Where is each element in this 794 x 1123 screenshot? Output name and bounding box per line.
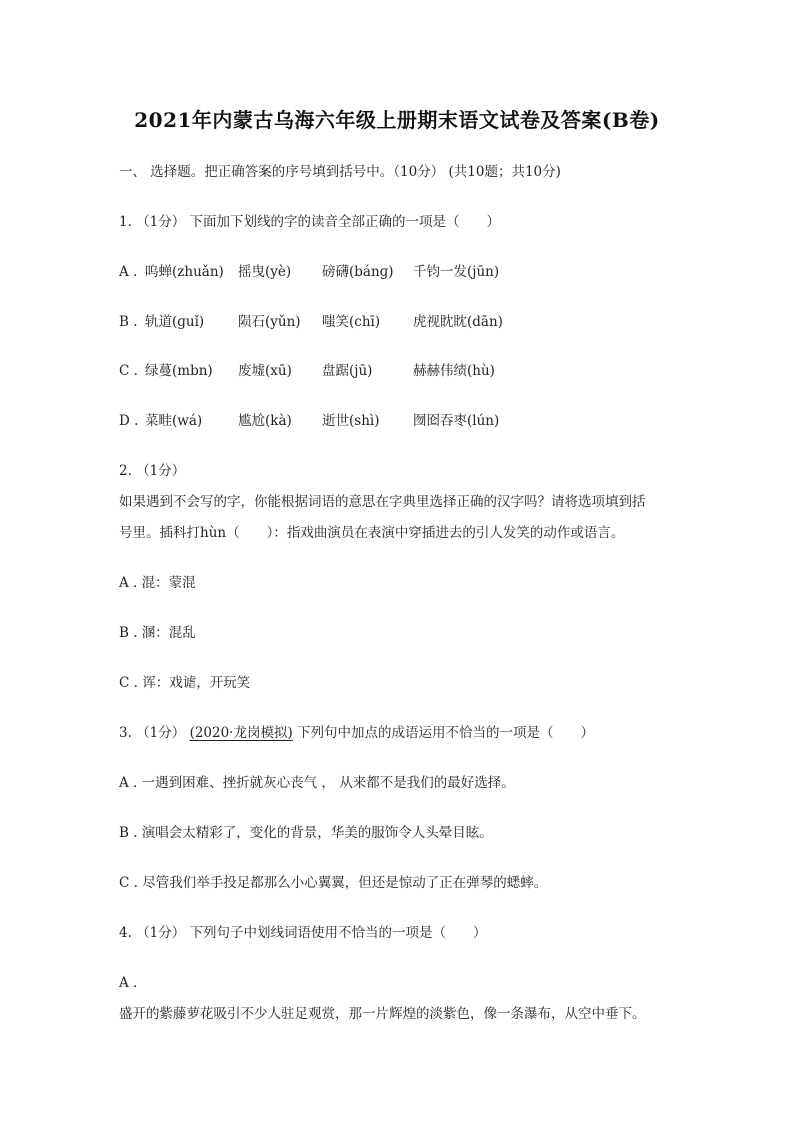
question-3-prefix: 3. （1分）	[119, 725, 190, 741]
question-3-option-a: A . 一遇到困难、挫折就灰心丧气 ， 从来都不是我们的最好选择。	[119, 775, 515, 791]
option-item: 摇曳(yè)	[238, 264, 292, 280]
option-item: 尴尬(kà)	[238, 413, 292, 429]
option-item: 陨石(yǔn)	[238, 314, 301, 330]
option-item: 嗤笑(chī)	[322, 314, 381, 330]
option-item: 逝世(shì)	[322, 413, 380, 429]
question-1-stem: 1. （1分） 下面加下划线的字的读音全部正确的一项是（ ）	[119, 214, 501, 230]
question-2-text-line-1: 如果遇到不会写的字，你能根据词语的意思在字典里选择正确的汉字吗？请将选项填到括	[119, 494, 646, 510]
option-item: 盘踞(jū)	[322, 363, 373, 379]
question-3-stem: 下列句中加点的成语运用不恰当的一项是（ ）	[292, 725, 595, 741]
question-4-option-a-text: 盛开的紫藤萝花吸引不少人驻足观赏，那一片辉煌的淡紫色，像一条瀑布，从空中垂下。	[119, 1006, 646, 1022]
question-2-stem: 2. （1分）	[119, 463, 186, 479]
option-item: 虎视眈眈(dān)	[413, 314, 503, 330]
question-2-text-line-2: 号里。插科打hùn（ ）：指戏曲演员在表演中穿插进去的引人发笑的动作或语言。	[119, 525, 625, 541]
option-item: 千钧一发(jūn)	[413, 264, 500, 280]
question-3-option-b: B . 演唱会太精彩了，变化的背景，华美的服饰令人头晕目眩。	[119, 825, 493, 841]
question-3-source-link[interactable]: (2020·龙岗模拟)	[189, 725, 293, 741]
question-4-option-a-label: A .	[119, 975, 138, 991]
option-item: 囫囵吞枣(lún)	[413, 413, 500, 429]
option-label: C .	[119, 363, 138, 379]
option-item: 菜畦(wá)	[145, 413, 203, 429]
question-2-option-a: A . 混：蒙混	[119, 575, 196, 591]
option-item: 绿蔓(mbn)	[145, 363, 213, 379]
option-item: 轨道(ɡuǐ)	[145, 314, 205, 330]
option-item: 废墟(xū)	[238, 363, 292, 379]
page-title: 2021年内蒙古乌海六年级上册期末语文试卷及答案(B卷)	[134, 108, 660, 132]
section-heading: 一、 选择题。把正确答案的序号填到括号中。（10分） (共10题；共10分)	[119, 164, 561, 180]
option-label: B .	[119, 314, 138, 330]
question-2-option-c: C . 诨：戏谑，开玩笑	[119, 675, 251, 691]
question-3-option-c: C . 尽管我们举手投足都那么小心翼翼，但还是惊动了正在弹琴的蟋蟀。	[119, 875, 548, 891]
option-label: A .	[119, 264, 138, 280]
option-item: 赫赫伟绩(hù)	[413, 363, 495, 379]
question-2-option-b: B . 溷：混乱	[119, 625, 196, 641]
option-label: D .	[119, 413, 139, 429]
option-item: 磅礴(bánɡ)	[322, 264, 394, 280]
question-3-stem-line	[119, 724, 594, 742]
option-item: 呜蝉(zhuǎn)	[145, 264, 224, 280]
question-4-stem: 4. （1分） 下列句子中划线词语使用不恰当的一项是（ ）	[119, 925, 487, 941]
